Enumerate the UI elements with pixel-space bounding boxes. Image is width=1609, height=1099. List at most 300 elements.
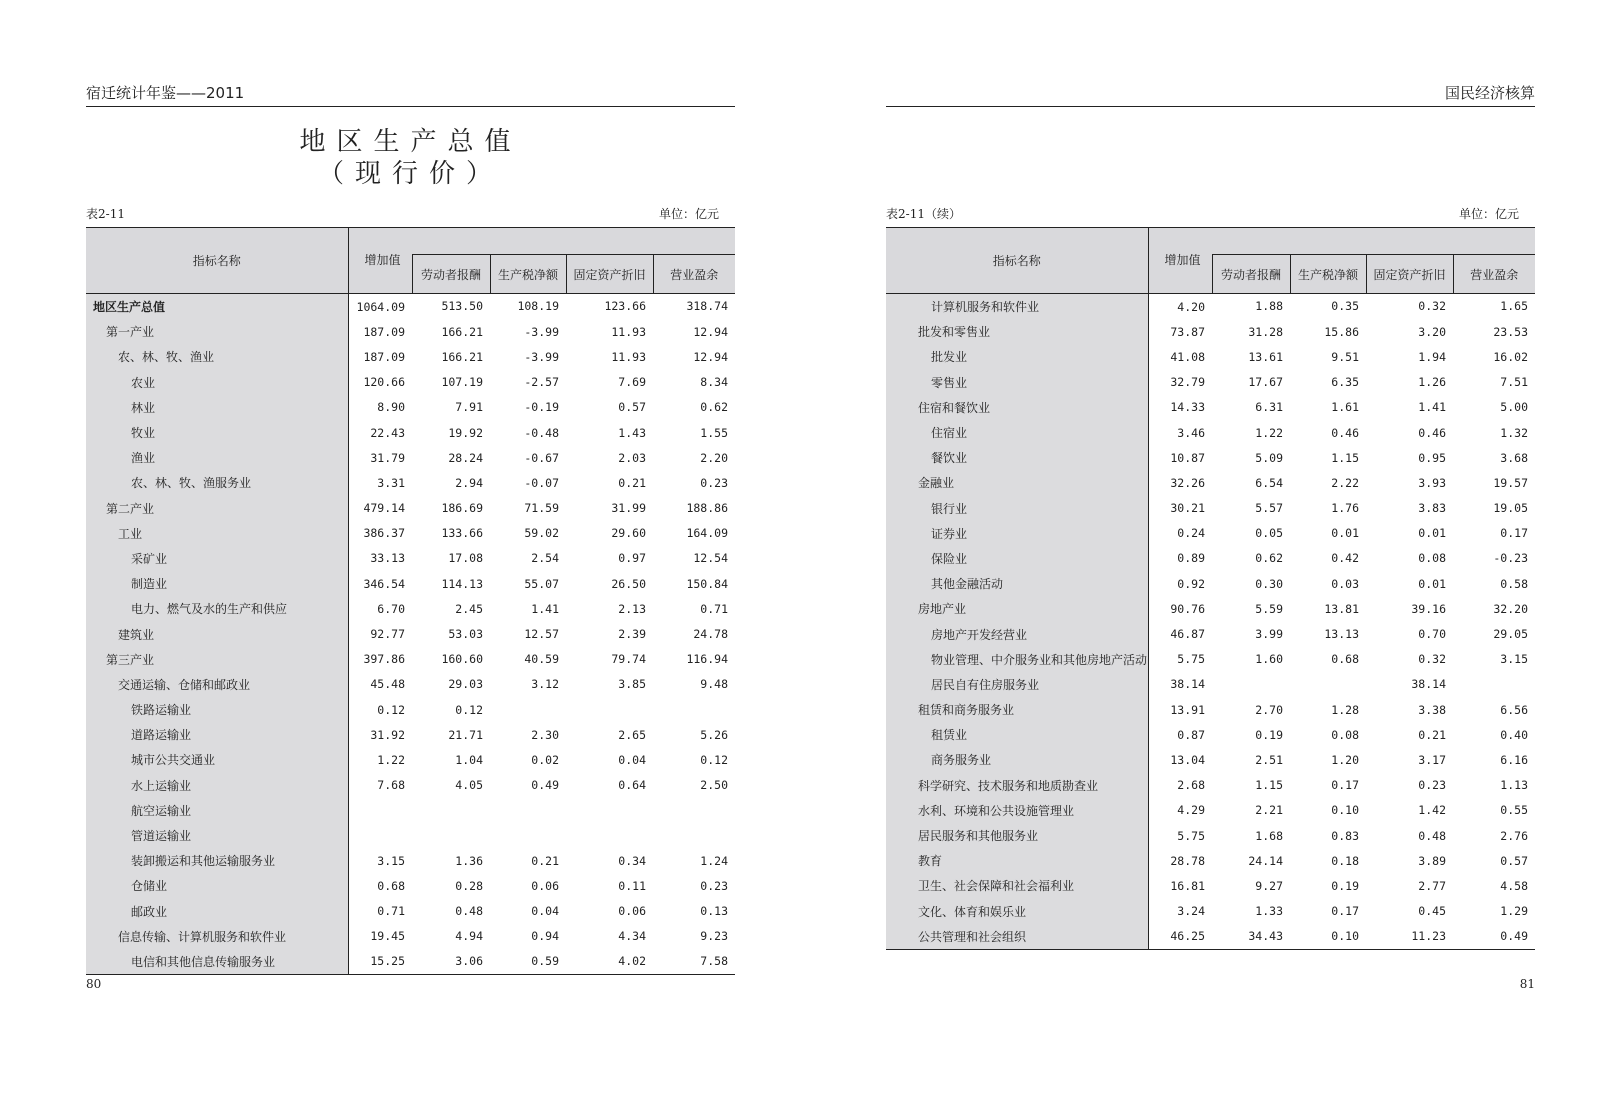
surplus-cell <box>1453 672 1535 697</box>
depreciation-cell: 0.08 <box>1418 551 1446 566</box>
surplus-cell: 6.16 <box>1500 752 1528 767</box>
tax-cell: 0.02 <box>531 752 559 767</box>
labor-cell: 2.51 <box>1255 752 1283 767</box>
labor-cell: 9.27 <box>1255 878 1283 893</box>
value-added-cell: 8.90 <box>377 400 405 415</box>
surplus-cell: 12.54 <box>693 551 728 566</box>
depreciation-cell: 1.43 <box>618 425 646 440</box>
title-line-2: （现行价） <box>317 159 503 189</box>
table-row <box>886 420 1535 445</box>
table-row <box>86 496 735 521</box>
table-row <box>86 319 735 344</box>
table-row <box>86 445 735 470</box>
value-added-cell: 3.24 <box>1177 904 1205 919</box>
depreciation-cell: 0.34 <box>618 853 646 868</box>
row-label: 零售业 <box>886 370 1148 395</box>
row-label: 房地产业 <box>886 596 1148 621</box>
value-added-cell: 45.48 <box>370 677 405 692</box>
table-unit: 单位：亿元 <box>1458 207 1519 221</box>
value-added-cell: 0.24 <box>1177 526 1205 541</box>
tax-cell: 0.46 <box>1331 425 1359 440</box>
tax-cell <box>490 697 566 722</box>
header-name: 指标名称 <box>886 228 1148 294</box>
gdp-table-continued <box>886 227 1535 950</box>
value-added-cell: 28.78 <box>1170 853 1205 868</box>
table-row <box>86 596 735 621</box>
table-row <box>86 899 735 924</box>
value-added-cell: 13.91 <box>1170 702 1205 717</box>
value-added-cell: 7.68 <box>377 778 405 793</box>
tax-cell: 0.06 <box>531 878 559 893</box>
depreciation-cell: 0.95 <box>1418 450 1446 465</box>
header-depreciation: 固定资产折旧 <box>1366 255 1453 294</box>
tax-cell: 0.10 <box>1331 803 1359 818</box>
depreciation-cell: 3.83 <box>1418 501 1446 516</box>
surplus-cell: 3.15 <box>1500 652 1528 667</box>
row-label: 租赁和商务服务业 <box>886 697 1148 722</box>
row-label: 装卸搬运和其他运输服务业 <box>86 848 348 873</box>
row-label: 建筑业 <box>86 621 348 646</box>
depreciation-cell: 3.85 <box>618 677 646 692</box>
value-added-cell: 0.12 <box>377 702 405 717</box>
labor-cell: 5.57 <box>1255 501 1283 516</box>
table-row <box>86 546 735 571</box>
table-row <box>886 899 1535 924</box>
tax-cell: 1.15 <box>1331 450 1359 465</box>
labor-cell: 513.50 <box>441 299 483 314</box>
page-number: 81 <box>1519 977 1535 991</box>
depreciation-cell: 0.32 <box>1418 299 1446 314</box>
depreciation-cell: 1.42 <box>1418 803 1446 818</box>
right-page <box>886 0 1535 1099</box>
tax-cell: 0.03 <box>1331 576 1359 591</box>
surplus-cell: 5.00 <box>1500 400 1528 415</box>
depreciation-cell: 0.11 <box>618 878 646 893</box>
labor-cell: 6.54 <box>1255 475 1283 490</box>
row-label: 金融业 <box>886 470 1148 495</box>
table-row <box>886 621 1535 646</box>
surplus-cell: 9.23 <box>700 929 728 944</box>
running-head <box>886 84 1535 107</box>
labor-cell: 31.28 <box>1248 324 1283 339</box>
table-row <box>886 873 1535 898</box>
value-added-cell: 10.87 <box>1170 450 1205 465</box>
value-added-cell: 31.92 <box>370 727 405 742</box>
value-added-cell: 1.22 <box>377 752 405 767</box>
tax-cell: 0.01 <box>1331 526 1359 541</box>
tax-cell: 12.57 <box>524 627 559 642</box>
tax-cell: -0.07 <box>524 475 559 490</box>
tax-cell: 0.10 <box>1290 924 1366 950</box>
table-row <box>86 395 735 420</box>
labor-cell: 1.88 <box>1255 299 1283 314</box>
tax-cell: 13.13 <box>1324 627 1359 642</box>
table-row <box>886 546 1535 571</box>
row-label: 住宿和餐饮业 <box>886 395 1148 420</box>
depreciation-cell: 1.26 <box>1418 375 1446 390</box>
row-label: 批发业 <box>886 344 1148 369</box>
surplus-cell: 0.71 <box>700 601 728 616</box>
labor-cell: 21.71 <box>448 727 483 742</box>
tax-cell: 0.21 <box>531 853 559 868</box>
labor-cell: 1.68 <box>1255 828 1283 843</box>
tax-cell: 9.51 <box>1331 349 1359 364</box>
value-added-cell: 46.87 <box>1170 627 1205 642</box>
table-row <box>86 647 735 672</box>
row-label: 渔业 <box>86 445 348 470</box>
surplus-cell: 12.94 <box>693 324 728 339</box>
labor-cell: 0.28 <box>455 878 483 893</box>
row-label: 租赁业 <box>886 722 1148 747</box>
table-row <box>886 647 1535 672</box>
labor-cell: 7.91 <box>455 400 483 415</box>
depreciation-cell: 26.50 <box>611 576 646 591</box>
row-label: 水上运输业 <box>86 773 348 798</box>
table-row <box>886 823 1535 848</box>
labor-cell: 28.24 <box>448 450 483 465</box>
table-row <box>886 924 1535 950</box>
tax-cell: 1.41 <box>531 601 559 616</box>
value-added-cell: 187.09 <box>363 349 405 364</box>
surplus-cell: 19.57 <box>1493 475 1528 490</box>
value-added-cell: 187.09 <box>363 324 405 339</box>
depreciation-cell: 3.17 <box>1418 752 1446 767</box>
row-label: 保险业 <box>886 546 1148 571</box>
running-head <box>86 84 735 107</box>
table-unit: 单位：亿元 <box>658 207 719 221</box>
row-label: 住宿业 <box>886 420 1148 445</box>
depreciation-cell: 0.48 <box>1418 828 1446 843</box>
depreciation-cell <box>566 823 653 848</box>
depreciation-cell: 0.01 <box>1418 526 1446 541</box>
surplus-cell: 150.84 <box>686 576 728 591</box>
row-label: 房地产开发经营业 <box>886 621 1148 646</box>
tax-cell: 0.17 <box>1331 778 1359 793</box>
value-added-cell: 19.45 <box>370 929 405 944</box>
tax-cell: -0.67 <box>524 450 559 465</box>
table-row <box>86 773 735 798</box>
labor-cell: 4.94 <box>455 929 483 944</box>
tax-cell: 0.18 <box>1331 853 1359 868</box>
depreciation-cell: 0.06 <box>618 904 646 919</box>
surplus-cell: 0.12 <box>700 752 728 767</box>
row-label: 居民自有住房服务业 <box>886 672 1148 697</box>
table-row <box>886 496 1535 521</box>
page-number: 80 <box>86 977 102 991</box>
depreciation-cell: 3.38 <box>1418 702 1446 717</box>
value-added-cell: 386.37 <box>363 526 405 541</box>
table-row <box>86 571 735 596</box>
surplus-cell: 0.23 <box>700 475 728 490</box>
surplus-cell: 7.58 <box>653 949 735 975</box>
table-row <box>886 773 1535 798</box>
value-added-cell: 5.75 <box>1177 828 1205 843</box>
depreciation-cell: 1.41 <box>1418 400 1446 415</box>
table-row <box>886 319 1535 344</box>
tax-cell: 2.30 <box>531 727 559 742</box>
value-added-cell: 4.29 <box>1177 803 1205 818</box>
surplus-cell: 2.50 <box>700 778 728 793</box>
table-row <box>86 521 735 546</box>
tax-cell <box>1290 672 1366 697</box>
value-added-cell: 3.31 <box>377 475 405 490</box>
table-row <box>886 596 1535 621</box>
labor-cell: 5.09 <box>1255 450 1283 465</box>
labor-cell: 1.15 <box>1255 778 1283 793</box>
labor-cell: 53.03 <box>448 627 483 642</box>
row-label: 电力、燃气及水的生产和供应 <box>86 596 348 621</box>
table-row <box>86 798 735 823</box>
row-label: 计算机服务和软件业 <box>886 294 1148 320</box>
row-label: 电信和其他信息传输服务业 <box>86 949 348 975</box>
labor-cell: 160.60 <box>441 652 483 667</box>
table-row <box>86 722 735 747</box>
table-row <box>86 344 735 369</box>
row-label: 科学研究、技术服务和地质勘查业 <box>886 773 1148 798</box>
tax-cell: 0.59 <box>490 949 566 975</box>
value-added-cell: 22.43 <box>370 425 405 440</box>
surplus-cell <box>653 798 735 823</box>
labor-cell: 1.60 <box>1255 652 1283 667</box>
row-label: 公共管理和社会组织 <box>886 924 1148 950</box>
labor-cell: 1.33 <box>1255 904 1283 919</box>
surplus-cell: 0.57 <box>1500 853 1528 868</box>
tax-cell: 0.68 <box>1331 652 1359 667</box>
surplus-cell: 19.05 <box>1493 501 1528 516</box>
depreciation-cell: 0.70 <box>1418 627 1446 642</box>
depreciation-cell: 0.04 <box>618 752 646 767</box>
tax-cell <box>490 823 566 848</box>
tax-cell: 1.76 <box>1331 501 1359 516</box>
surplus-cell: 164.09 <box>686 526 728 541</box>
tax-cell: 15.86 <box>1324 324 1359 339</box>
depreciation-cell: 0.32 <box>1418 652 1446 667</box>
value-added-cell: 3.15 <box>377 853 405 868</box>
depreciation-cell: 0.45 <box>1418 904 1446 919</box>
depreciation-cell: 123.66 <box>604 299 646 314</box>
depreciation-cell: 2.13 <box>618 601 646 616</box>
value-added-cell: 90.76 <box>1170 601 1205 616</box>
header-tax: 生产税净额 <box>490 255 566 294</box>
table-row <box>886 747 1535 772</box>
table-row <box>86 420 735 445</box>
value-added-cell: 4.20 <box>1177 299 1205 314</box>
surplus-cell: 16.02 <box>1493 349 1528 364</box>
title-line-1: 地区生产总值 <box>299 127 522 157</box>
depreciation-cell: 0.64 <box>618 778 646 793</box>
surplus-cell: 32.20 <box>1493 601 1528 616</box>
surplus-cell: 7.51 <box>1500 375 1528 390</box>
value-added-cell: 0.71 <box>377 904 405 919</box>
depreciation-cell: 0.21 <box>1418 727 1446 742</box>
tax-cell: 0.04 <box>531 904 559 919</box>
tax-cell: 0.94 <box>531 929 559 944</box>
page-title <box>86 126 735 190</box>
row-label: 第二产业 <box>86 496 348 521</box>
row-label: 农业 <box>86 370 348 395</box>
table-row <box>86 924 735 949</box>
labor-cell: 166.21 <box>441 324 483 339</box>
value-added-cell: 346.54 <box>363 576 405 591</box>
surplus-cell: 188.86 <box>686 501 728 516</box>
tax-cell: 108.19 <box>517 299 559 314</box>
surplus-cell: 0.58 <box>1500 576 1528 591</box>
header-depreciation: 固定资产折旧 <box>566 255 653 294</box>
value-added-cell: 13.04 <box>1170 752 1205 767</box>
running-head-title: 国民经济核算 <box>1444 84 1535 102</box>
depreciation-cell: 11.93 <box>611 324 646 339</box>
surplus-cell: 0.40 <box>1500 727 1528 742</box>
labor-cell: 2.45 <box>455 601 483 616</box>
depreciation-cell: 0.97 <box>618 551 646 566</box>
labor-cell: 0.12 <box>455 702 483 717</box>
value-added-cell: 0.87 <box>1177 727 1205 742</box>
table-number: 表2-11 <box>86 207 125 221</box>
tax-cell: -0.48 <box>524 425 559 440</box>
surplus-cell: 116.94 <box>686 652 728 667</box>
labor-cell: 24.14 <box>1248 853 1283 868</box>
value-added-cell: 0.92 <box>1177 576 1205 591</box>
value-added-cell: 38.14 <box>1170 677 1205 692</box>
surplus-cell: 5.26 <box>700 727 728 742</box>
table-row <box>886 798 1535 823</box>
labor-cell: 19.92 <box>448 425 483 440</box>
value-added-cell: 33.13 <box>370 551 405 566</box>
surplus-cell: 6.56 <box>1500 702 1528 717</box>
surplus-cell: 318.74 <box>686 299 728 314</box>
row-label: 农、林、牧、渔业 <box>86 344 348 369</box>
labor-cell <box>1212 672 1290 697</box>
value-added-cell: 14.33 <box>1170 400 1205 415</box>
table-row <box>86 949 735 975</box>
tax-cell: 0.83 <box>1331 828 1359 843</box>
value-added-cell: 2.68 <box>1177 778 1205 793</box>
table-row <box>86 470 735 495</box>
table-row <box>886 395 1535 420</box>
depreciation-cell: 2.77 <box>1418 878 1446 893</box>
value-added-cell: 32.26 <box>1170 475 1205 490</box>
header-name: 指标名称 <box>86 228 348 294</box>
tax-cell: 0.49 <box>531 778 559 793</box>
header-value-added: 增加值 <box>348 228 412 294</box>
labor-cell: 17.67 <box>1248 375 1283 390</box>
depreciation-cell: 79.74 <box>611 652 646 667</box>
row-label: 工业 <box>86 521 348 546</box>
header-labor: 劳动者报酬 <box>1212 255 1290 294</box>
row-label: 制造业 <box>86 571 348 596</box>
row-label: 证券业 <box>886 521 1148 546</box>
value-added-cell: 73.87 <box>1170 324 1205 339</box>
labor-cell: 0.05 <box>1255 526 1283 541</box>
labor-cell: 13.61 <box>1248 349 1283 364</box>
depreciation-cell: 38.14 <box>1411 677 1446 692</box>
depreciation-cell: 0.21 <box>618 475 646 490</box>
table-row <box>886 445 1535 470</box>
tax-cell: 1.28 <box>1331 702 1359 717</box>
row-label: 道路运输业 <box>86 722 348 747</box>
labor-cell: 6.31 <box>1255 400 1283 415</box>
depreciation-cell: 0.23 <box>1418 778 1446 793</box>
value-added-cell: 397.86 <box>363 652 405 667</box>
tax-cell: 1.61 <box>1331 400 1359 415</box>
surplus-cell: 3.68 <box>1500 450 1528 465</box>
labor-cell: 1.22 <box>1255 425 1283 440</box>
tax-cell: -0.19 <box>524 400 559 415</box>
table-row <box>886 571 1535 596</box>
row-label: 银行业 <box>886 496 1148 521</box>
header-value-added: 增加值 <box>1148 228 1212 294</box>
table-row <box>86 823 735 848</box>
labor-cell: 0.48 <box>455 904 483 919</box>
row-label: 铁路运输业 <box>86 697 348 722</box>
depreciation-cell: 11.93 <box>611 349 646 364</box>
row-label: 牧业 <box>86 420 348 445</box>
table-row <box>86 747 735 772</box>
surplus-cell: 9.48 <box>700 677 728 692</box>
row-label: 采矿业 <box>86 546 348 571</box>
surplus-cell: 23.53 <box>1493 324 1528 339</box>
surplus-cell: 0.49 <box>1453 924 1535 950</box>
depreciation-cell: 4.02 <box>566 949 653 975</box>
table-row <box>886 672 1535 697</box>
labor-cell <box>412 798 490 823</box>
depreciation-cell: 0.01 <box>1418 576 1446 591</box>
depreciation-cell: 11.23 <box>1366 924 1453 950</box>
tax-cell: -2.57 <box>524 375 559 390</box>
tax-cell: 0.17 <box>1331 904 1359 919</box>
value-added-cell: 0.89 <box>1177 551 1205 566</box>
surplus-cell: 0.13 <box>700 904 728 919</box>
row-label: 航空运输业 <box>86 798 348 823</box>
tax-cell: 1.20 <box>1331 752 1359 767</box>
table-row <box>86 873 735 898</box>
depreciation-cell: 1.94 <box>1418 349 1446 364</box>
depreciation-cell: 3.93 <box>1418 475 1446 490</box>
row-label: 物业管理、中介服务业和其他房地产活动 <box>886 647 1148 672</box>
labor-cell: 0.19 <box>1255 727 1283 742</box>
labor-cell: 3.99 <box>1255 627 1283 642</box>
surplus-cell: 0.23 <box>700 878 728 893</box>
table-row <box>86 672 735 697</box>
tax-cell: 0.19 <box>1331 878 1359 893</box>
tax-cell: 13.81 <box>1324 601 1359 616</box>
labor-cell: 114.13 <box>441 576 483 591</box>
depreciation-cell: 2.65 <box>618 727 646 742</box>
row-label: 教育 <box>886 848 1148 873</box>
depreciation-cell <box>566 697 653 722</box>
surplus-cell: 24.78 <box>693 627 728 642</box>
tax-cell: 0.08 <box>1331 727 1359 742</box>
table-row <box>86 697 735 722</box>
surplus-cell: 1.65 <box>1500 299 1528 314</box>
row-label: 林业 <box>86 395 348 420</box>
value-added-cell: 120.66 <box>363 375 405 390</box>
row-label: 商务服务业 <box>886 747 1148 772</box>
tax-cell <box>490 798 566 823</box>
depreciation-cell <box>566 798 653 823</box>
value-added-cell: 92.77 <box>370 627 405 642</box>
surplus-cell: 12.94 <box>693 349 728 364</box>
surplus-cell: 29.05 <box>1493 627 1528 642</box>
labor-cell: 29.03 <box>448 677 483 692</box>
labor-cell: 5.59 <box>1255 601 1283 616</box>
labor-cell <box>412 823 490 848</box>
labor-cell: 2.94 <box>455 475 483 490</box>
labor-cell: 2.21 <box>1255 803 1283 818</box>
surplus-cell: 1.24 <box>700 853 728 868</box>
row-label: 居民服务和其他服务业 <box>886 823 1148 848</box>
row-label: 邮政业 <box>86 899 348 924</box>
